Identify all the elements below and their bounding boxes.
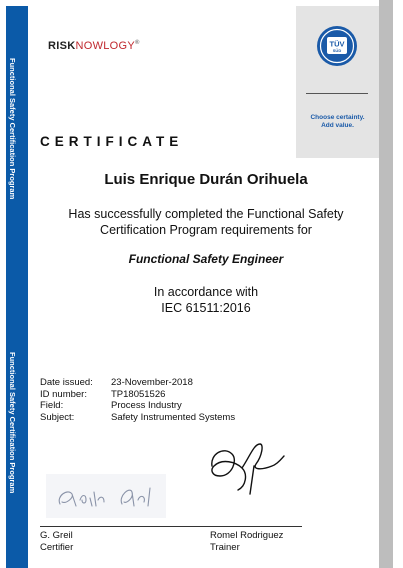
- tuv-tagline: [296, 114, 379, 130]
- course-title: Functional Safety Engineer: [128, 252, 284, 266]
- trainer-signature-icon: [202, 436, 288, 496]
- field-value: Process Industry: [111, 400, 182, 411]
- completion-line-2: Certification Program requirements for: [100, 223, 312, 237]
- recipient-name: Luis Enrique Durán Orihuela: [104, 171, 308, 188]
- detail-row-field: [40, 400, 235, 412]
- detail-row-subject: [40, 412, 235, 424]
- certificate-details: [40, 377, 235, 423]
- brand-part-1: RISK: [48, 40, 76, 52]
- trainer-role: Trainer: [210, 541, 240, 553]
- tuv-logo-text: TÜV: [329, 39, 345, 49]
- subject-label: Subject:: [40, 411, 75, 423]
- accordance-standard: IEC 61511:2016: [161, 301, 251, 315]
- id-value: TP18051526: [111, 388, 166, 400]
- certifier-signature-icon: [46, 474, 166, 518]
- detail-row-id: [40, 389, 235, 401]
- tuv-tagline-2: Add value.: [321, 122, 354, 129]
- signature-line: [40, 526, 302, 527]
- date-label: Date issued:: [40, 377, 93, 388]
- trainer-block: [210, 530, 283, 553]
- trainer-name: Romel Rodriguez: [210, 530, 284, 541]
- completion-line-1: Has successfully completed the Functional Safety: [68, 207, 344, 221]
- right-gray-strip: [379, 0, 393, 568]
- tuv-logo-icon: [316, 25, 358, 67]
- certificate-heading: CERTIFICATE: [40, 134, 184, 149]
- tuv-panel: [296, 6, 379, 158]
- tuv-tagline-1: Choose certainty.: [310, 114, 365, 121]
- certifier-block: [40, 530, 73, 553]
- certifier-name: G. Greil: [40, 530, 73, 541]
- id-label: ID number:: [40, 388, 87, 400]
- date-value: 23-November-2018: [111, 377, 193, 388]
- right-edge: [393, 0, 403, 568]
- sidebar-text-bottom: Functional Safety Certification Program: [8, 352, 17, 494]
- field-label: Field:: [40, 400, 64, 411]
- accordance-line-1: In accordance with: [153, 285, 259, 299]
- subject-value: Safety Instrumented Systems: [111, 411, 236, 423]
- certifier-role: Certifier: [40, 541, 74, 553]
- tuv-logo-sub: SÜD: [332, 48, 342, 53]
- risknowlogy-logo: [48, 40, 140, 52]
- sidebar-text-top: Functional Safety Certification Program: [8, 58, 17, 200]
- completion-statement: [38, 206, 374, 238]
- detail-row-date: [40, 377, 235, 389]
- tuv-divider: [306, 93, 368, 94]
- brand-registered: ®: [135, 40, 140, 46]
- brand-part-2: NOWLOGY: [75, 40, 136, 52]
- accordance-statement: [38, 284, 374, 316]
